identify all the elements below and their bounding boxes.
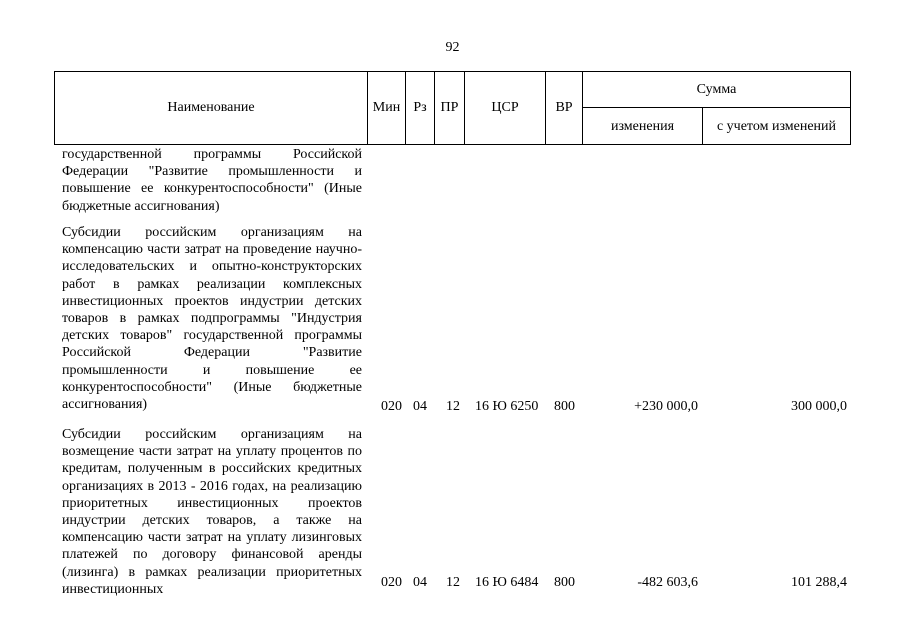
row-csr: 16 Ю 6250 (475, 399, 539, 414)
row-change: +230 000,0 (634, 399, 698, 414)
header-summa: Сумма (696, 81, 737, 97)
row-description: Субсидии российским организациям на компенсацию части затрат на проведение научно-исследовательских и опытно-конструкторских работ в рамках реализации комплексных инвестиционных проектов индустрии детских товаров в рамках подпрограммы "Индустрия детских товаров" государственной программы Российской Федерации "Развитие промышленности и повышение ее конкурентоспособности" (Иные бюджетные ассигнования) (62, 225, 362, 413)
table-header (54, 71, 851, 145)
header-min: Мин (372, 100, 401, 115)
row-pr: 12 (446, 399, 460, 414)
row-csr: 16 Ю 6484 (475, 575, 539, 590)
header-with-changes: с учетом изменений (716, 118, 837, 134)
header-bottom-border (54, 144, 851, 145)
row-change: -482 603,6 (637, 575, 698, 590)
header-rz: Рз (413, 100, 427, 115)
row-pr: 12 (446, 575, 460, 590)
header-vr: ВР (555, 100, 573, 115)
header-csr: ЦСР (491, 100, 519, 115)
row-total: 101 288,4 (791, 575, 847, 590)
row-min: 020 (381, 575, 402, 590)
header-right-border (850, 71, 851, 145)
row-vr: 800 (554, 575, 575, 590)
row-rz: 04 (413, 575, 427, 590)
header-name: Наименование (167, 100, 255, 115)
page-number: 92 (445, 40, 460, 55)
row-description: государственной программы Российской Федерации "Развитие промышленности и повышение ее конкурентоспособности" (Иные бюджетные ассигнования) (62, 147, 362, 214)
row-min: 020 (381, 399, 402, 414)
row-rz: 04 (413, 399, 427, 414)
header-pr: ПР (440, 100, 459, 115)
header-changes: изменения (610, 118, 675, 134)
row-total: 300 000,0 (791, 399, 847, 414)
row-vr: 800 (554, 399, 575, 414)
row-description: Субсидии российским организациям на возмещение части затрат на уплату процентов по кредитам, полученным в российских кредитных организациях в 2013 - 2016 годах, на реализацию приоритетных инвестиционных проектов индустрии детских товаров, а также на компенсацию части затрат на уплату лизинговых платежей по договору финансовой аренды (лизинга) в рамках реализации приоритетных инвестиционных (62, 427, 362, 597)
